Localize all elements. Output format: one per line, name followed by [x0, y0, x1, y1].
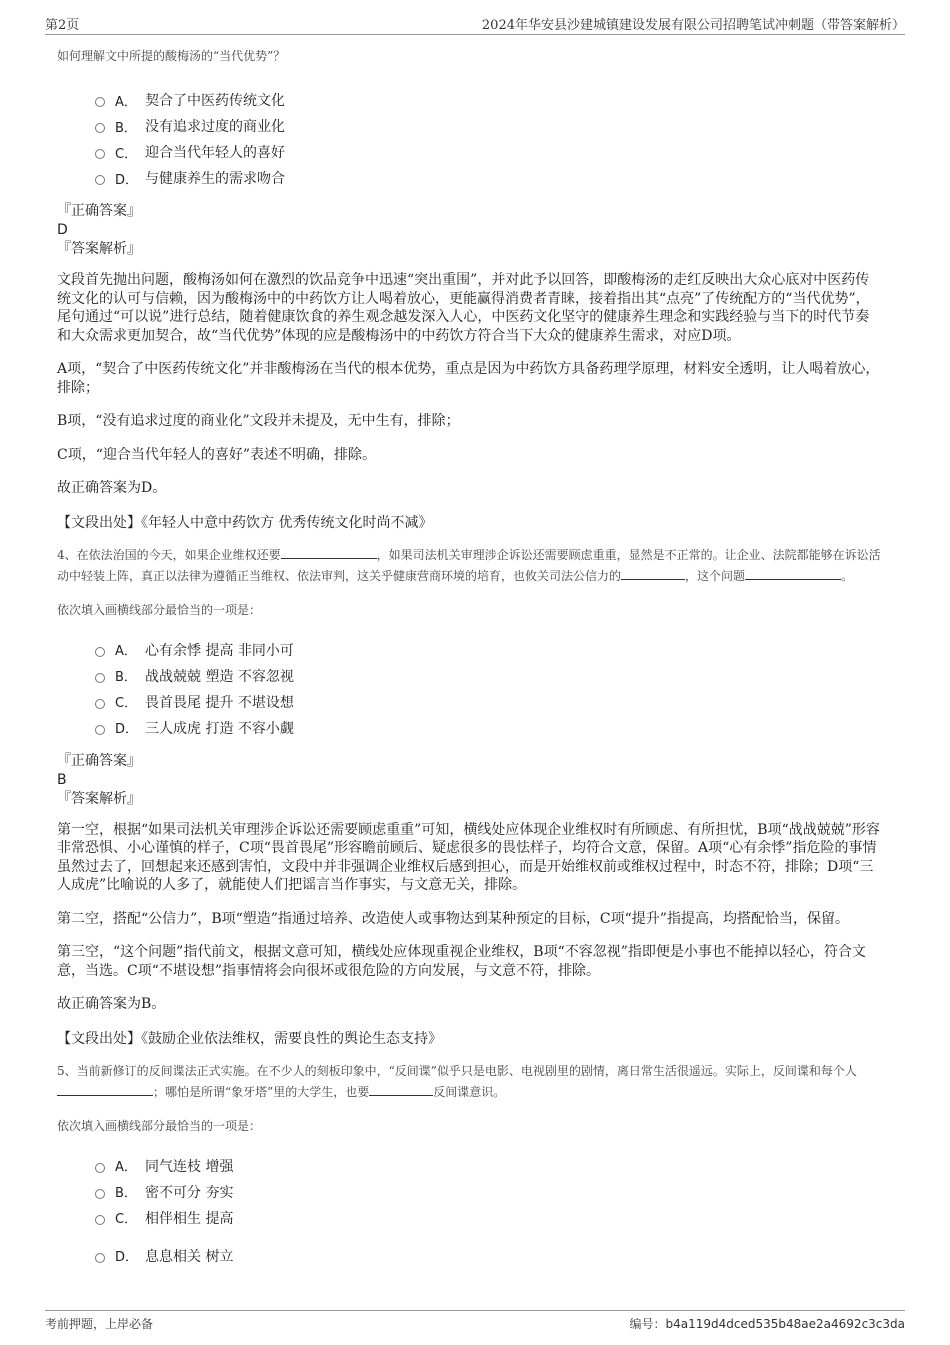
radio-icon[interactable]	[95, 673, 105, 683]
question-5-text: 5、当前新修订的反间谍法正式实施。在不少人的刻板印象中，“反间谍”似乎只是电影、电视剧里的剧情，离日常生活很遥远。实际上，反间谍和每个人；哪怕是所谓“象牙塔”里的大学生，也要 反间谍意识。	[57, 1063, 857, 1099]
fill-blank	[369, 1083, 433, 1096]
option-c[interactable]: C． 畏首畏尾 提升 不堪设想	[95, 689, 887, 715]
question-5-prompt: 依次填入画横线部分最恰当的一项是：	[57, 1118, 262, 1133]
option-d[interactable]: D． 息息相关 树立	[95, 1243, 887, 1269]
radio-icon[interactable]	[95, 1253, 105, 1263]
source-citation: 【文段出处】《鼓励企业依法维权，需要良性的舆论生态支持》	[57, 1030, 442, 1047]
option-b[interactable]: B． 没有追求过度的商业化	[95, 113, 887, 139]
answer-label: 『正确答案』	[57, 203, 141, 219]
footer-slogan: 考前押题，上岸必备	[45, 1317, 154, 1331]
analysis-paragraph: 故正确答案为B。	[57, 996, 166, 1012]
analysis-paragraph: C项，“迎合当代年轻人的喜好”表述不明确，排除。	[57, 446, 377, 463]
question-4-text: 4、在依法治国的今天，如果企业维权还要 ，如果司法机关审理涉企诉讼还需要顾虑重重，显然是不正常的。让企业、法院都能够在诉讼活动中轻装上阵，真正以法律为遵循正当维权、依法审判，这关乎健康营商环境的培育，也攸关司法公信力的 ，这个问题 。	[57, 547, 881, 583]
option-a[interactable]: A． 同气连枝 增强	[95, 1153, 887, 1179]
analysis-paragraph: 故正确答案为D。	[57, 480, 167, 496]
radio-icon[interactable]	[95, 123, 105, 133]
question-5-options	[95, 1153, 887, 1269]
option-b[interactable]: B． 战战兢兢 塑造 不容忽视	[95, 663, 887, 689]
option-c[interactable]: C． 相伴相生 提高	[95, 1205, 887, 1231]
answer-value: B	[57, 771, 67, 788]
analysis-paragraph: A项，“契合了中医药传统文化”并非酸梅汤在当代的根本优势，重点是因为中药饮方具备药理学原理，材料安全透明，让人喝着放心，排除；	[57, 361, 880, 396]
analysis-paragraph: 第一空，根据“如果司法机关审理涉企诉讼还需要顾虑重重”可知，横线处应体现企业维权时有所顾虑、有所担忧，B项“战战兢兢”形容非常恐惧、小心谨慎的样子，C项“畏首畏尾”形容瞻前顾后、疑虑很多的畏怯样子，均符合文意，保留。A项“心有余悸”指危险的事情虽然过去了，回想起来还感到害怕，文段中并非强调企业维权后感到担心，而是开始维权前或维权过程中，时态不符，排除；D项“三人成虎”比喻说的人多了，就能使人们把谣言当作事实，与文意无关，排除。	[57, 821, 880, 893]
analysis-paragraph: 文段首先抛出问题，酸梅汤如何在激烈的饮品竞争中迅速“突出重围”，并对此予以回答，即酸梅汤的走红反映出大众心底对中医药传统文化的认可与信赖，因为酸梅汤中的中药饮方让人喝着放心，更能赢得消费者青睐，接着指出其“点亮”了传统配方的“当代优势”，尾句通过“可以说”进行总结，随着健康饮食的养生观念越发深入人心，中医药文化坚守的健康养生理念和实践经验与当下的时代节奏和大众需求更加契合，故“当代优势”体现的应是酸梅汤中的中药饮方符合当下大众的健康养生需求，对应D项。	[57, 272, 870, 344]
radio-icon[interactable]	[95, 725, 105, 735]
fill-blank	[621, 567, 685, 580]
analysis-label: 『答案解析』	[57, 241, 141, 257]
option-c[interactable]: C． 迎合当代年轻人的喜好	[95, 139, 887, 165]
analysis-paragraph: 第二空，搭配“公信力”，B项“塑造”指通过培养、改造使人或事物达到某种预定的目标，C项“提升”指提高，均搭配恰当，保留。	[57, 910, 849, 927]
answer-value: D	[57, 222, 68, 238]
radio-icon[interactable]	[95, 1163, 105, 1173]
page-footer	[45, 1310, 905, 1333]
radio-icon[interactable]	[95, 1215, 105, 1225]
answer-label: 『正确答案』	[57, 752, 141, 769]
document-code: 编号：b4a119d4dced535b48ae2a4692c3c3da	[629, 1317, 905, 1331]
option-d[interactable]: D． 与健康养生的需求吻合	[95, 165, 887, 191]
fill-blank	[57, 1083, 153, 1096]
page-header	[45, 12, 905, 35]
question-3-prompt: 如何理解文中所提的酸梅汤的“当代优势”？	[57, 49, 286, 63]
analysis-label: 『答案解析』	[57, 790, 141, 807]
question-4-options	[95, 637, 887, 741]
source-citation: 【文段出处】《年轻人中意中药饮方 优秀传统文化时尚不减》	[57, 514, 433, 531]
radio-icon[interactable]	[95, 647, 105, 657]
fill-blank	[281, 546, 377, 559]
fill-blank	[745, 567, 841, 580]
option-a[interactable]: A． 心有余悸 提高 非同小可	[95, 637, 887, 663]
radio-icon[interactable]	[95, 149, 105, 159]
radio-icon[interactable]	[95, 699, 105, 709]
analysis-paragraph: B项，“没有追求过度的商业化”文段并未提及，无中生有，排除；	[57, 413, 460, 429]
document-body	[57, 46, 887, 1269]
question-3-options	[95, 87, 887, 191]
radio-icon[interactable]	[95, 175, 105, 185]
option-a[interactable]: A． 契合了中医药传统文化	[95, 87, 887, 113]
analysis-paragraph: 第三空，“这个问题”指代前文，根据文意可知，横线处应体现重视企业维权，B项“不容忽视”指即便是小事也不能掉以轻心，符合文意，当选。C项“不堪设想”指事情将会向很坏或很危险的方向发展，与文意不符，排除。	[57, 944, 866, 979]
radio-icon[interactable]	[95, 1189, 105, 1199]
radio-icon[interactable]	[95, 97, 105, 107]
document-title: 2024年华安县沙建城镇建设发展有限公司招聘笔试冲刺题（带答案解析）	[481, 18, 905, 33]
option-d[interactable]: D． 三人成虎 打造 不容小觑	[95, 715, 887, 741]
option-b[interactable]: B． 密不可分 夯实	[95, 1179, 887, 1205]
page-number: 第2页	[45, 18, 80, 33]
question-4-prompt: 依次填入画横线部分最恰当的一项是：	[57, 602, 262, 617]
